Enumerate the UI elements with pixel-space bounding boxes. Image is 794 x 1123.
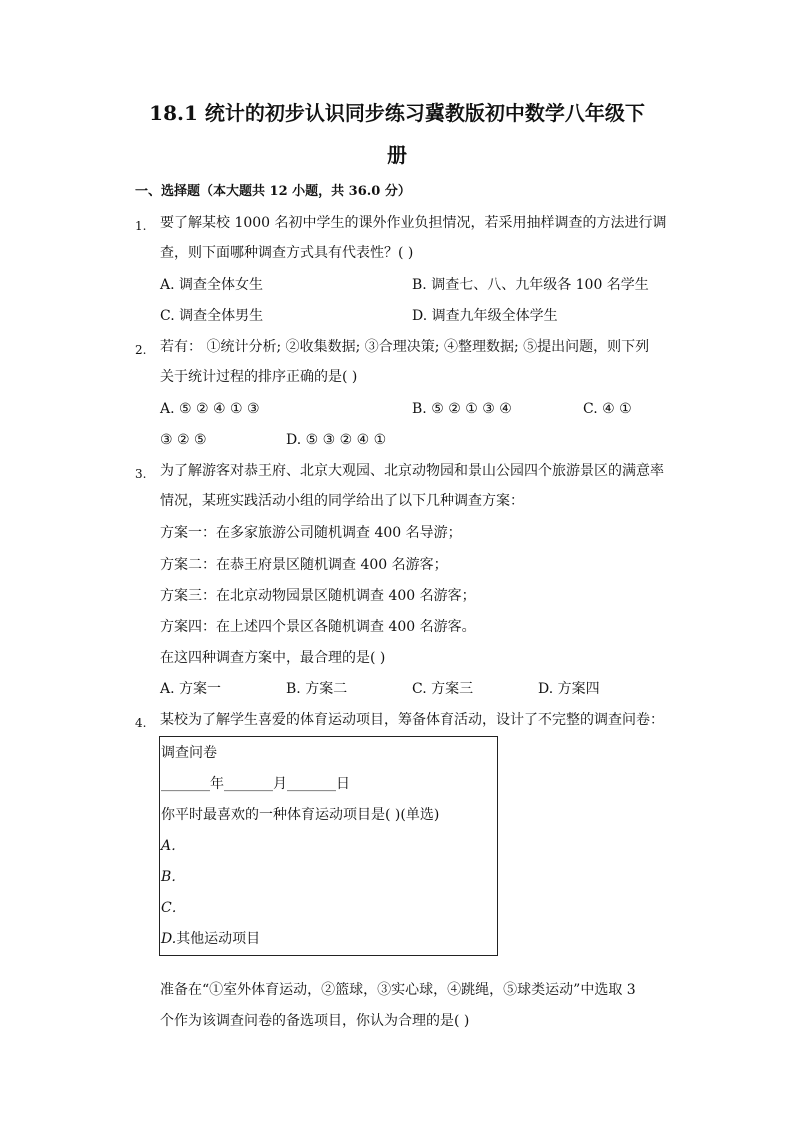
survey-heading: 调查问卷 (161, 745, 217, 761)
question-2-option-d: D. ⑤ ③ ② ④ ① (286, 432, 387, 448)
question-3-number: 3. (135, 467, 147, 481)
question-2-option-b: B. ⑤ ② ① ③ ④ (412, 401, 512, 417)
question-1-number: 1. (135, 219, 147, 233)
question-3-option-b: B. 方案二 (286, 681, 348, 697)
question-3-option-a: A. 方案一 (160, 681, 222, 697)
survey-item-d-text: 其他运动项目 (176, 931, 261, 947)
survey-question: 你平时最喜欢的一种体育运动项目是( )(单选) (161, 807, 440, 823)
question-4-after-1: 准备在“①室外体育运动，②篮球，③实心球，④跳绳，⑤球类运动”中选取 3 (160, 982, 636, 998)
question-1-option-a: A. 调查全体女生 (160, 277, 264, 293)
question-2-option-c: C. ④ ① (583, 401, 632, 417)
question-4-after-2: 个作为该调查问卷的备选项目，你认为合理的是( ) (160, 1013, 470, 1029)
survey-item-b: B． (161, 869, 186, 885)
question-4-line-1: 某校为了解学生喜爱的体育运动项目，筹备体育活动，设计了不完整的调查问卷： (160, 712, 664, 728)
survey-box (159, 736, 498, 956)
question-2-line-1: 若有： ①统计分析; ②收集数据; ③合理决策; ④整理数据; ⑤提出问题，则下列 (160, 339, 650, 355)
survey-item-d-letter: D. (161, 931, 177, 947)
question-4-number: 4. (135, 716, 147, 730)
survey-date-line: _______年_______月_______日 (161, 776, 350, 792)
question-3-line-1: 为了解游客对恭王府、北京大观园、北京动物园和景山公园四个旅游景区的满意率 (160, 463, 664, 479)
document-title-line1: 18.1 统计的初步认识同步练习冀教版初中数学八年级下 (149, 101, 645, 125)
question-3-line-4: 方案二：在恭王府景区随机调查 400 名游客； (160, 557, 448, 573)
question-1-option-c: C. 调查全体男生 (160, 308, 264, 324)
survey-item-a: A． (161, 838, 186, 854)
section-heading: 一、选择题（本大题共 12 小题，共 36.0 分） (135, 184, 411, 199)
survey-item-c: C． (161, 900, 186, 916)
question-2-line-2: 关于统计过程的排序正确的是( ) (160, 369, 358, 385)
question-3-option-d: D. 方案四 (538, 681, 600, 697)
question-3-line-5: 方案三：在北京动物园景区随机调查 400 名游客； (160, 588, 476, 604)
survey-item-d (161, 929, 260, 949)
question-3-line-3: 方案一：在多家旅游公司随机调查 400 名导游； (160, 525, 462, 541)
question-1-line-1: 要了解某校 1000 名初中学生的课外作业负担情况，若采用抽样调查的方法进行调 (160, 215, 667, 231)
document-title-line2: 册 (387, 143, 407, 167)
question-1-line-2: 查，则下面哪种调查方式具有代表性？( ) (160, 245, 414, 261)
question-3-line-6: 方案四：在上述四个景区各随机调查 400 名游客。 (160, 619, 476, 635)
question-2-option-a: A. ⑤ ② ④ ① ③ (160, 401, 260, 417)
question-3-option-c: C. 方案三 (412, 681, 474, 697)
question-2-option-c-cont: ③ ② ⑤ (160, 432, 207, 448)
question-3-line-7: 在这四种调查方案中，最合理的是( ) (160, 650, 386, 666)
question-2-number: 2. (135, 343, 147, 357)
question-1-option-d: D. 调查九年级全体学生 (412, 308, 558, 324)
question-1-option-b: B. 调查七、八、九年级各 100 名学生 (412, 277, 649, 293)
question-3-line-2: 情况，某班实践活动小组的同学给出了以下几种调查方案： (160, 493, 524, 509)
